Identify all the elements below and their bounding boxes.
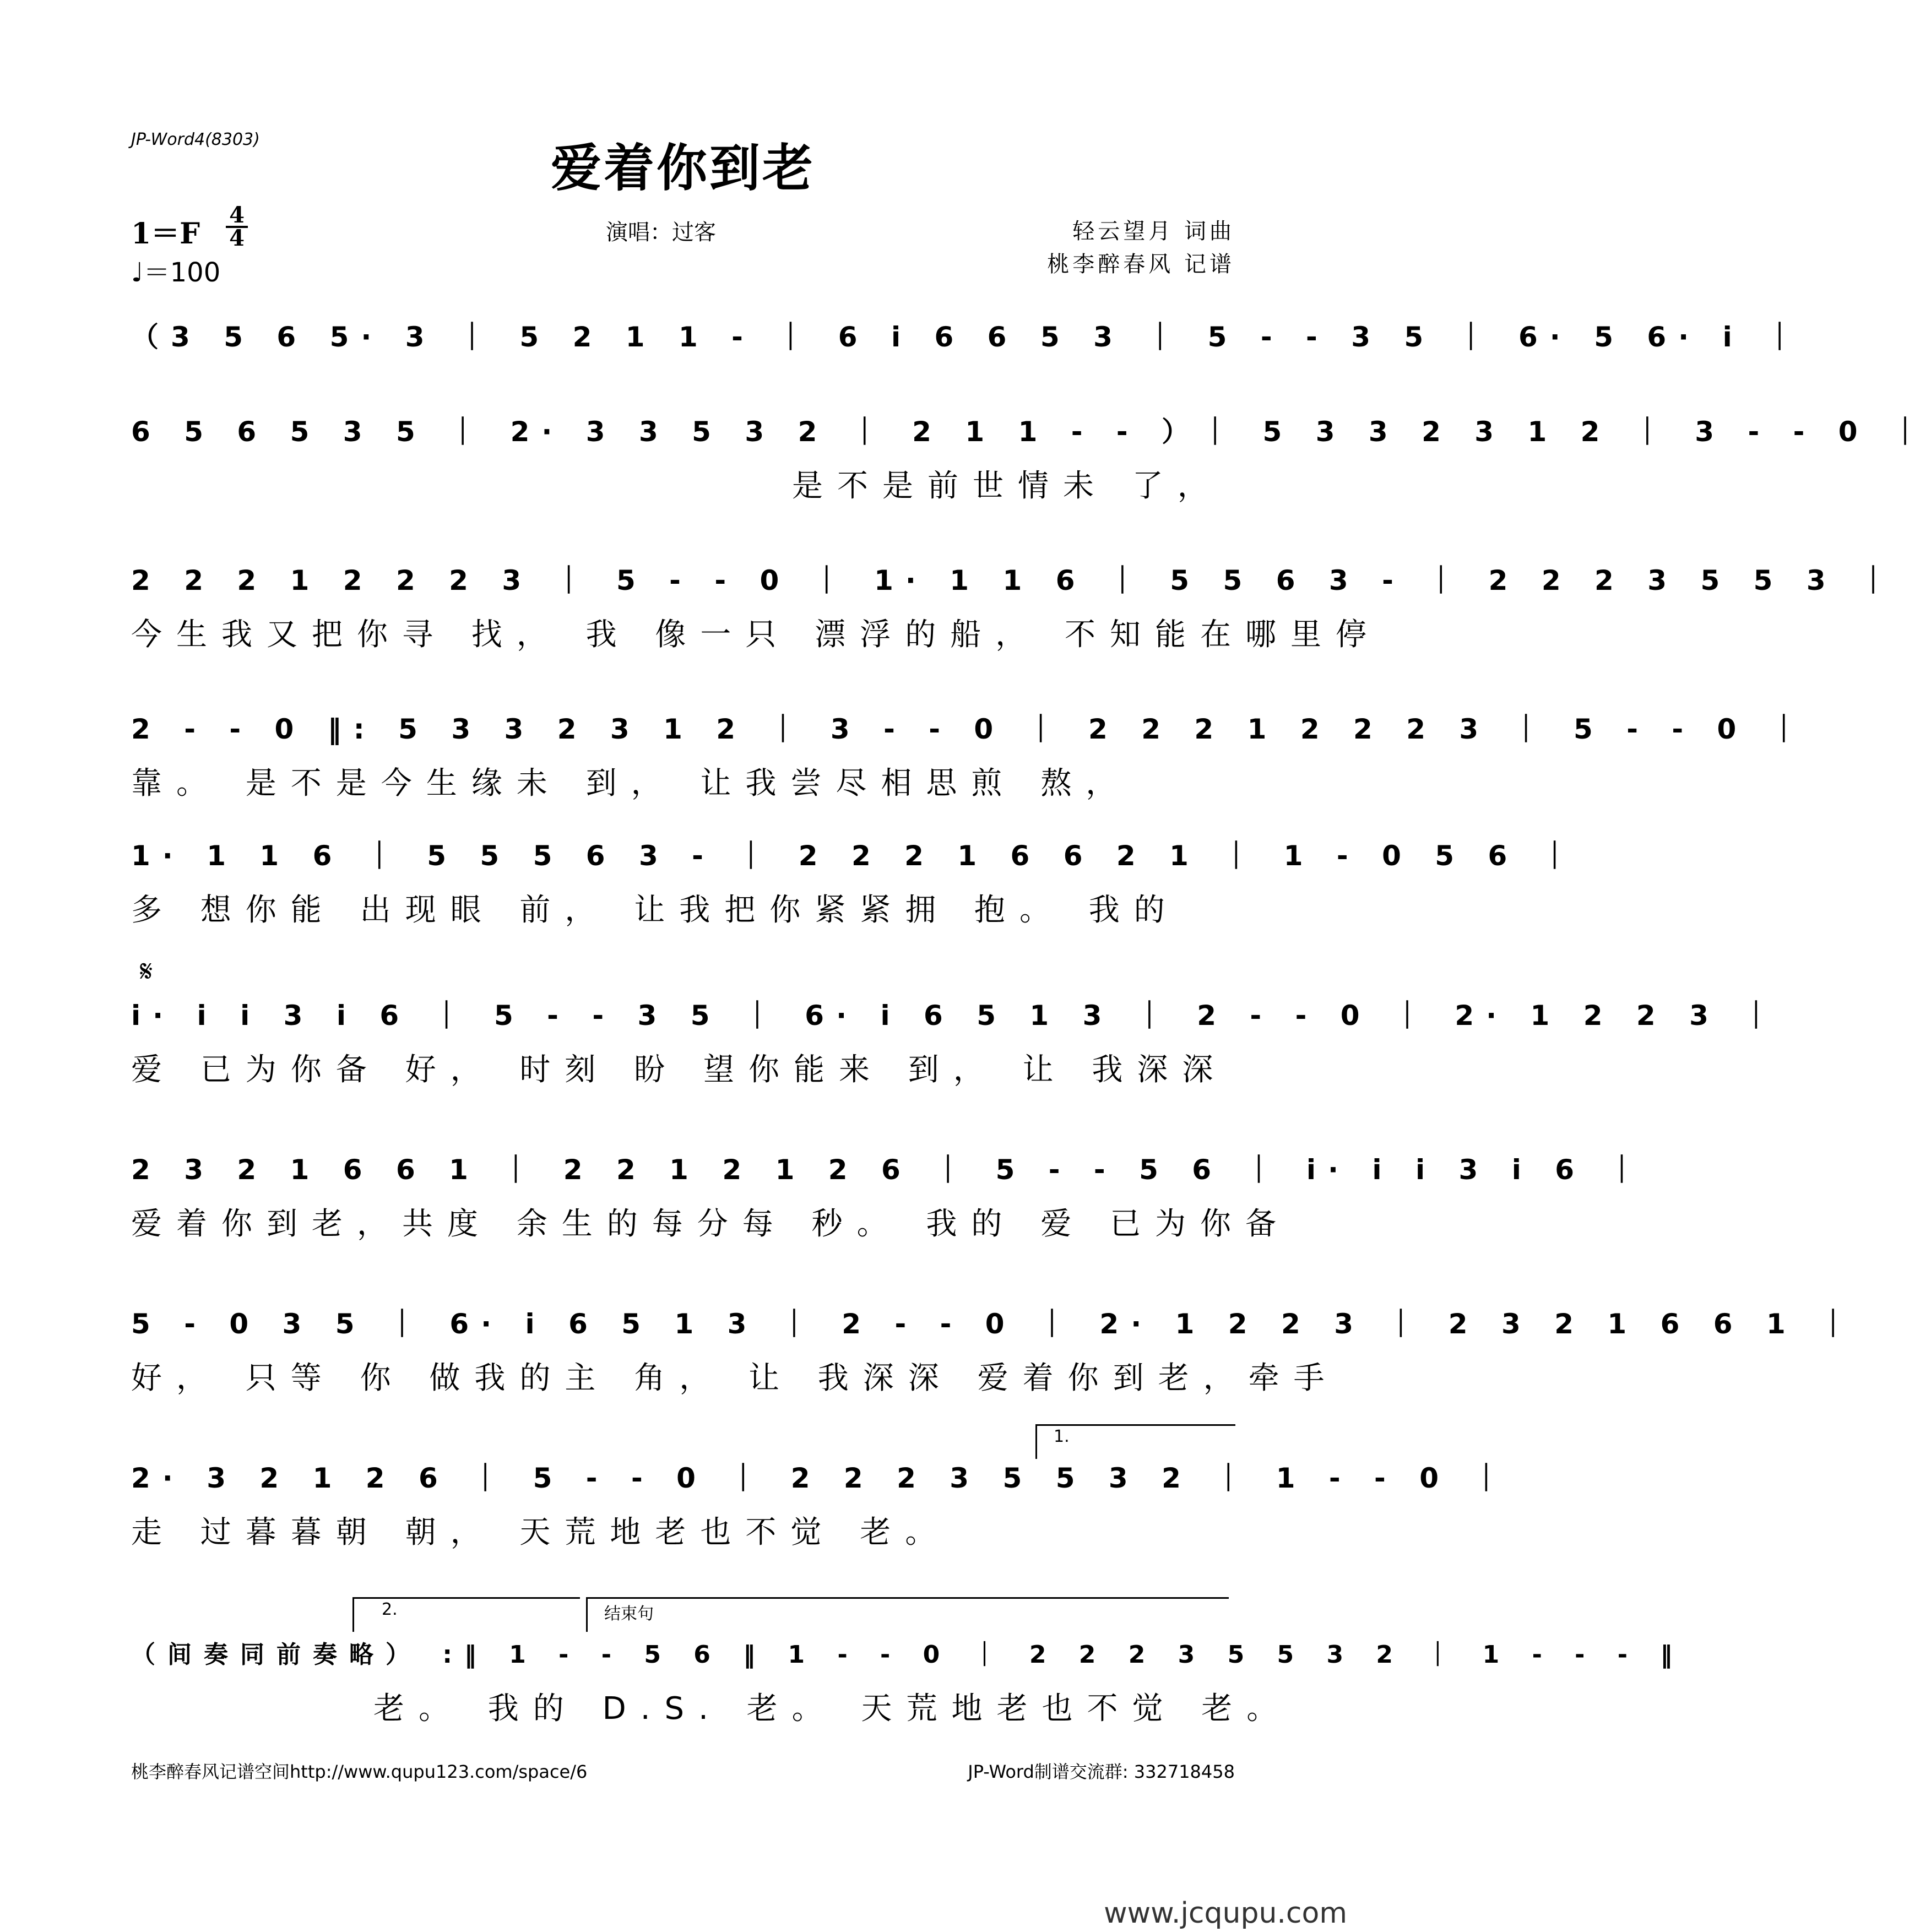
- volta-1-label: 1.: [1054, 1427, 1070, 1446]
- lyrics-line-7: 爱着你到老，共度 余生的每分每 秒。 我的 爱 已为你备: [131, 1206, 1291, 1242]
- ending-bracket: [586, 1597, 1229, 1632]
- footer-right: JP-Word制谱交流群: 332718458: [968, 1761, 1235, 1782]
- lyrics-line-8: 好， 只等 你 做我的主 角， 让 我深深 爱着你到老，牵手: [131, 1360, 1339, 1396]
- lyrics-line-9: 走 过暮暮朝 朝， 天荒地老也不觉 老。: [131, 1515, 951, 1550]
- volta-2-label: 2.: [382, 1600, 398, 1619]
- watermark-brand: www.jcqupu.com: [1104, 1897, 1347, 1930]
- lyrics-line-10: 老。 我的 D.S. 老。 天荒地老也不觉 老。: [373, 1691, 1292, 1727]
- notes-line-4: 2 - - 0 ‖: 5 3 3 2 3 1 2 ｜ 3 - - 0 ｜ 2 2 2 1 2 2 2 3 ｜ 5 - - 0 ｜: [131, 713, 1810, 745]
- time-bottom: 4: [226, 226, 248, 249]
- volta-2-bracket: [352, 1597, 580, 1632]
- lyrics-line-6: 爱 已为你备 好， 时刻 盼 望你能来 到， 让 我深深: [131, 1052, 1228, 1088]
- notes-line-10: （间奏同前奏略） :‖ 1 - - 5 6 ‖ 1 - - 0 ｜ 2 2 2 3 5 5 3 2 ｜ 1 - - - ‖: [131, 1641, 1685, 1669]
- lyricist-credit: 轻云望月 词曲: [1072, 219, 1235, 244]
- lyrics-line-2: 是不是前世情未 了，: [792, 468, 1223, 504]
- notes-line-1: （3 5 6 5· 3 ｜ 5 2 1 1 - ｜ 6 i 6 6 5 3 ｜ 5 - - 3 5 ｜ 6· 5 6· i ｜: [131, 321, 1806, 353]
- lyrics-line-3: 今生我又把你寻 找， 我 像一只 漂浮的船， 不知能在哪里停: [131, 617, 1381, 653]
- song-title: 爱着你到老: [550, 138, 815, 198]
- notes-line-2: 6 5 6 5 3 5 ｜ 2· 3 3 5 3 2 ｜ 2 1 1 - - ）｜ 5 3 3 2 3 1 2 ｜ 3 - - 0 ｜: [131, 416, 1931, 448]
- notes-line-3: 2 2 2 1 2 2 2 3 ｜ 5 - - 0 ｜ 1· 1 1 6 ｜ 5 5 6 3 - ｜ 2 2 2 3 5 5 3 ｜: [131, 565, 1900, 596]
- notes-line-6: i· i i 3 i 6 ｜ 5 - - 3 5 ｜ 6· i 6 5 1 3 ｜ 2 - - 0 ｜ 2· 1 2 2 3 ｜: [131, 1000, 1782, 1032]
- singer-label: 演唱：过客: [606, 220, 716, 245]
- footer-left: 桃李醉春风记谱空间http://www.qupu123.com/space/6: [131, 1761, 588, 1782]
- lyrics-line-5: 多 想你能 出现眼 前， 让我把你紧紧拥 抱。 我的: [131, 892, 1179, 928]
- segno-sign: 𝄋: [140, 954, 153, 989]
- time-signature: [226, 202, 248, 251]
- notes-line-5: 1· 1 1 6 ｜ 5 5 5 6 3 - ｜ 2 2 2 1 6 6 2 1 ｜ 1 - 0 5 6 ｜: [131, 840, 1581, 872]
- tempo-mark: ♩＝100: [131, 257, 221, 288]
- key-signature: 1＝F: [131, 217, 200, 251]
- app-version: JP-Word4(8303): [131, 130, 260, 149]
- notes-line-8: 5 - 0 3 5 ｜ 6· i 6 5 1 3 ｜ 2 - - 0 ｜ 2· 1 2 2 3 ｜ 2 3 2 1 6 6 1 ｜: [131, 1308, 1859, 1340]
- time-top: 4: [229, 202, 245, 228]
- ending-label: 结束句: [604, 1604, 654, 1624]
- notes-line-9: 2· 3 2 1 2 6 ｜ 5 - - 0 ｜ 2 2 2 3 5 5 3 2 ｜ 1 - - 0 ｜: [131, 1462, 1512, 1494]
- transcriber-credit: 桃李醉春风 记谱: [1047, 252, 1235, 277]
- notes-line-7: 2 3 2 1 6 6 1 ｜ 2 2 1 2 1 2 6 ｜ 5 - - 5 6 ｜ i· i i 3 i 6 ｜: [131, 1154, 1648, 1186]
- lyrics-line-4: 靠。 是不是今生缘未 到， 让我尝尽相思煎 熬，: [131, 766, 1131, 801]
